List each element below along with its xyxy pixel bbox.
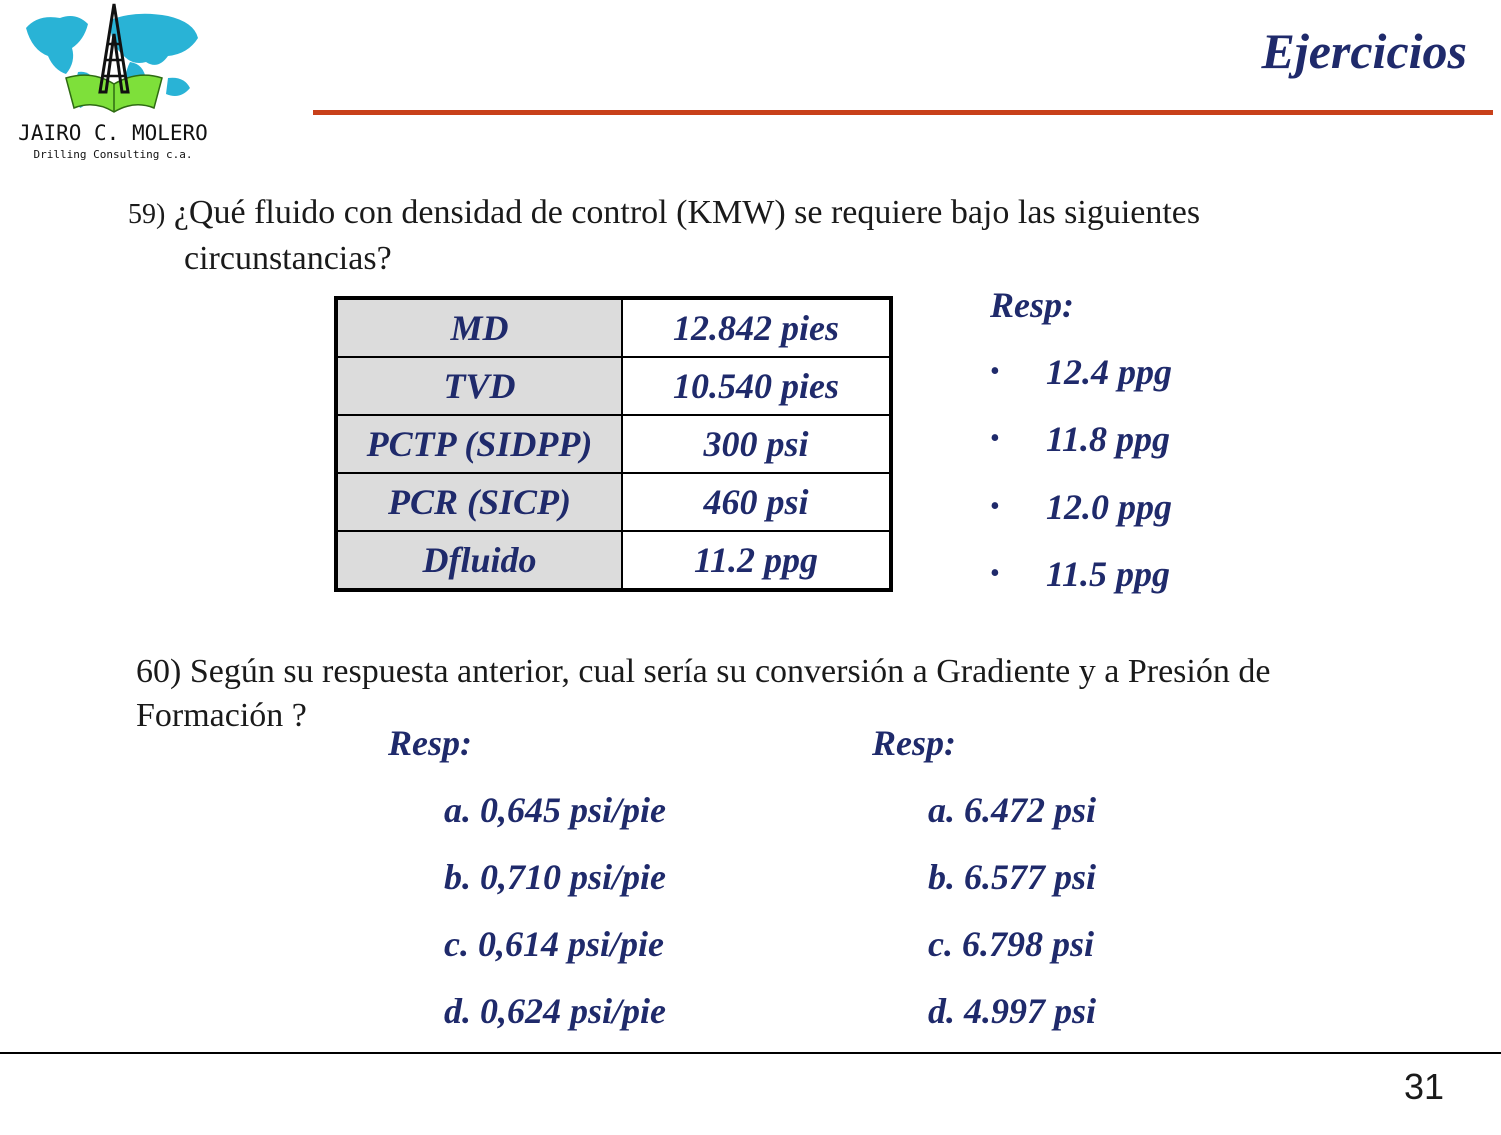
q60-gradient-option: c. 0,614 psi/pie	[444, 924, 664, 964]
svg-text:JAIRO C. MOLERO: JAIRO C. MOLERO	[18, 121, 208, 145]
title-divider	[313, 110, 1493, 115]
question-59-number: 59)	[128, 199, 166, 230]
q60-pressure-option: d. 4.997 psi	[928, 991, 1097, 1031]
question-60	[136, 650, 1455, 738]
q60-gradient-option: d. 0,624 psi/pie	[444, 991, 666, 1031]
q59-option: 12.0 ppg	[1046, 487, 1172, 527]
q60-pressure-resp-label: Resp:	[872, 723, 956, 763]
table-cell-value: 12.842 pies	[622, 298, 891, 357]
table-row	[336, 531, 891, 590]
q59-option: 11.8 ppg	[1046, 419, 1171, 459]
question-59-line2: circunstancias?	[184, 240, 392, 277]
bullet-icon: •	[990, 558, 1000, 589]
logo-graphic	[18, 0, 208, 165]
q60-gradient-resp-label: Resp:	[388, 723, 472, 763]
footer-divider	[0, 1052, 1501, 1054]
table-cell-label: PCTP (SIDPP)	[336, 415, 622, 473]
question-59	[128, 191, 1455, 281]
table-cell-label: MD	[336, 298, 622, 357]
bullet-icon: •	[990, 423, 1000, 454]
q60-pressure-option: b. 6.577 psi	[928, 857, 1097, 897]
q59-resp-label: Resp:	[990, 285, 1074, 325]
q60-gradient-option: a. 0,645 psi/pie	[444, 790, 666, 830]
svg-text:Drilling Consulting c.a.: Drilling Consulting c.a.	[33, 148, 193, 161]
bullet-icon: •	[990, 491, 1000, 522]
table-cell-value: 300 psi	[622, 415, 891, 473]
q60-pressure-option: c. 6.798 psi	[928, 924, 1094, 964]
table-cell-label: Dfluido	[336, 531, 622, 590]
table-cell-value: 460 psi	[622, 473, 891, 531]
table-row	[336, 298, 891, 357]
company-logo	[18, 0, 208, 165]
page-number: 31	[1404, 1066, 1445, 1107]
table-cell-label: TVD	[336, 357, 622, 415]
table-cell-label: PCR (SICP)	[336, 473, 622, 531]
page-title: Ejercicios	[1261, 23, 1467, 79]
q60-pressure-option: a. 6.472 psi	[928, 790, 1097, 830]
table-cell-value: 11.2 ppg	[622, 531, 891, 590]
q59-option: 11.5 ppg	[1046, 554, 1171, 594]
q60-gradient-option: b. 0,710 psi/pie	[444, 857, 666, 897]
question-60-line1: 60) Según su respuesta anterior, cual sería su conversión a Gradiente y a Presión de	[136, 653, 1271, 690]
table-row	[336, 473, 891, 531]
bullet-icon: •	[990, 356, 1000, 387]
table-row	[336, 415, 891, 473]
table-row	[336, 357, 891, 415]
question-59-text: ¿Qué fluido con densidad de control (KMW) se requiere bajo las siguientes	[173, 194, 1201, 231]
well-data-table	[334, 296, 893, 592]
question-59-line1	[128, 191, 1455, 237]
table-cell-value: 10.540 pies	[622, 357, 891, 415]
question-60-line2: Formación ?	[136, 697, 307, 734]
q59-option: 12.4 ppg	[1046, 352, 1172, 392]
